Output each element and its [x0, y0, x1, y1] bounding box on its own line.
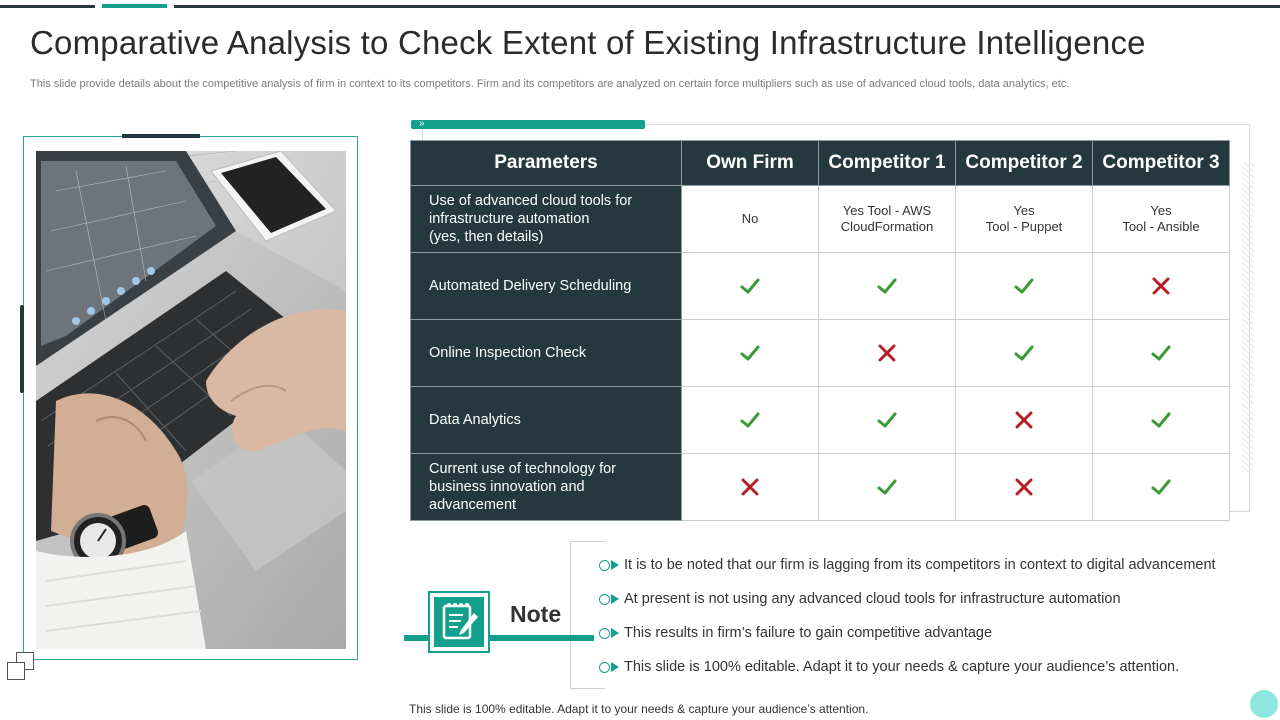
bullet-arrow-icon	[599, 661, 621, 673]
value-cell	[819, 186, 956, 253]
check-icon	[1013, 342, 1035, 364]
corner-circle-decor	[1250, 690, 1278, 718]
note-item	[599, 590, 1121, 608]
table-tab	[411, 120, 645, 129]
cross-icon	[876, 342, 898, 364]
value-cell	[819, 454, 956, 521]
top-bar-segment	[174, 5, 1280, 8]
note-icon-box	[428, 591, 490, 653]
note-item-text: At present is not using any advanced cloud tools for infrastructure automation	[624, 591, 1121, 607]
value-cell	[819, 253, 956, 320]
parameter-text: Current use of technology for	[429, 461, 616, 477]
notepad-pencil-icon	[434, 597, 484, 647]
parameter-cell	[411, 454, 682, 521]
value-cell	[682, 454, 819, 521]
value-cell	[1093, 186, 1230, 253]
double-chevron-icon: »	[419, 118, 425, 129]
photo-frame-side-bar	[20, 305, 24, 393]
value-text	[841, 203, 934, 235]
value-text	[742, 211, 759, 227]
parameter-text: (yes, then details)	[429, 229, 544, 245]
parameter-cell	[411, 387, 682, 454]
parameter-text: Use of advanced cloud tools for	[429, 193, 633, 209]
table-row	[411, 320, 1230, 387]
bullet-arrow-icon	[599, 593, 621, 605]
laptop-typing-photo	[36, 151, 346, 649]
check-icon	[739, 275, 761, 297]
footer-note: This slide is 100% editable. Adapt it to your needs & capture your audience’s attention.	[409, 702, 869, 716]
cross-icon	[739, 476, 761, 498]
note-item-text: It is to be noted that our firm is lagging from its competitors in context to digital advancement	[624, 557, 1216, 573]
note-label: Note	[510, 601, 562, 627]
top-bar-accent	[102, 4, 167, 8]
parameter-text: infrastructure automation	[429, 211, 590, 227]
comparison-table	[410, 140, 1230, 521]
note-item	[599, 624, 992, 642]
parameter-text: Automated Delivery Scheduling	[429, 278, 632, 294]
value-text-line: Yes	[1150, 203, 1172, 218]
table-header-row	[411, 141, 1230, 186]
parameter-cell	[411, 320, 682, 387]
value-text-line: CloudFormation	[840, 219, 934, 234]
value-cell	[1093, 454, 1230, 521]
parameter-cell	[411, 186, 682, 253]
header-competitor-3: Competitor 3	[1093, 141, 1230, 186]
value-cell	[819, 387, 956, 454]
value-cell	[819, 320, 956, 387]
parameter-text: Data Analytics	[429, 412, 521, 428]
parameter-text: Online Inspection Check	[429, 345, 587, 361]
value-text-line: No	[741, 211, 759, 226]
header-competitor-2: Competitor 2	[956, 141, 1093, 186]
check-icon	[876, 476, 898, 498]
check-icon	[876, 275, 898, 297]
check-icon	[1150, 342, 1172, 364]
value-cell	[682, 253, 819, 320]
table-hatch-decor	[1242, 162, 1254, 472]
top-bar-segment	[0, 5, 95, 8]
cross-icon	[1013, 409, 1035, 431]
value-cell	[1093, 253, 1230, 320]
note-item-text: This results in firm’s failure to gain competitive advantage	[624, 625, 993, 641]
value-text	[1122, 203, 1199, 235]
value-text-line: Tool - Puppet	[985, 219, 1063, 234]
photo-frame-tab	[122, 134, 200, 138]
parameter-text: business innovation and	[429, 479, 585, 495]
check-icon	[739, 409, 761, 431]
note-item	[599, 658, 1179, 676]
note-item	[599, 556, 1216, 574]
bullet-arrow-icon	[599, 559, 621, 571]
value-text	[986, 203, 1063, 235]
value-cell	[956, 253, 1093, 320]
bullet-arrow-icon	[599, 627, 621, 639]
check-icon	[1150, 476, 1172, 498]
value-cell	[956, 186, 1093, 253]
parameter-text: advancement	[429, 497, 517, 513]
value-cell	[682, 186, 819, 253]
value-cell	[682, 387, 819, 454]
check-icon	[1150, 409, 1172, 431]
page-subtitle: This slide provide details about the competitive analysis of firm in context to its competitors. Firm and its competitors are analyzed on certain force multipliers such as use of advanced cloud tools, data analytics, etc.	[30, 78, 1070, 90]
table-row	[411, 253, 1230, 320]
parameter-cell	[411, 253, 682, 320]
value-cell	[1093, 387, 1230, 454]
value-text-line: Tool - Ansible	[1122, 219, 1200, 234]
corner-square-decor	[7, 662, 25, 680]
check-icon	[739, 342, 761, 364]
check-icon	[876, 409, 898, 431]
cross-icon	[1013, 476, 1035, 498]
cross-icon	[1150, 275, 1172, 297]
value-cell	[956, 320, 1093, 387]
table-row	[411, 454, 1230, 521]
value-text-line: Yes Tool - AWS	[842, 203, 932, 218]
value-text-line: Yes	[1013, 203, 1035, 218]
page-title: Comparative Analysis to Check Extent of Existing Infrastructure Intelligence	[30, 24, 1146, 61]
header-competitor-1: Competitor 1	[819, 141, 956, 186]
note-item-text: This slide is 100% editable. Adapt it to your needs & capture your audience’s attention.	[624, 659, 1180, 675]
header-own-firm: Own Firm	[682, 141, 819, 186]
value-cell	[682, 320, 819, 387]
table-row	[411, 387, 1230, 454]
value-cell	[1093, 320, 1230, 387]
value-cell	[956, 387, 1093, 454]
header-parameters: Parameters	[411, 141, 682, 186]
table-row	[411, 186, 1230, 253]
value-cell	[956, 454, 1093, 521]
check-icon	[1013, 275, 1035, 297]
